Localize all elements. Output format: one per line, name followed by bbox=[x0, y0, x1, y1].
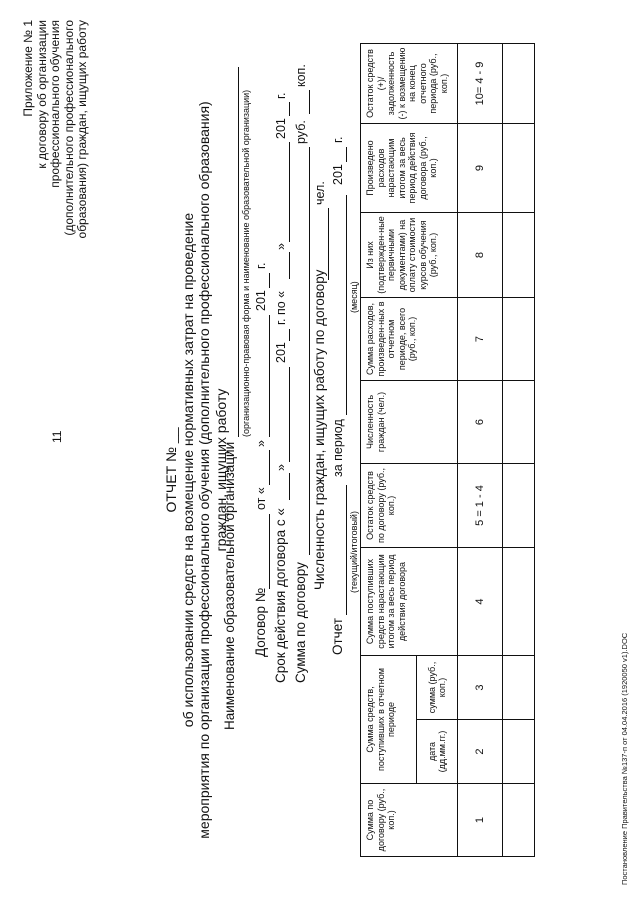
header-confirmed: Из них (подтвержден-ные первичными документами) на оплату стоимости курсов обучения (руб., коп.) bbox=[361, 213, 458, 298]
sum-kop: коп. bbox=[294, 64, 308, 87]
table-cell bbox=[503, 548, 535, 656]
count-unit: чел. bbox=[313, 181, 327, 205]
term-day2-line bbox=[289, 252, 290, 279]
report-period: за период bbox=[331, 419, 345, 477]
table-cell bbox=[503, 784, 535, 857]
appendix-block bbox=[22, 20, 90, 350]
col-number: 6 bbox=[458, 381, 503, 464]
appendix-line: (дополнительного профессионального bbox=[61, 20, 76, 236]
contract-year-line bbox=[269, 273, 270, 288]
sum-rub-line bbox=[309, 147, 310, 555]
table-row bbox=[503, 44, 535, 857]
col-number: 10= 4 - 9 bbox=[458, 44, 503, 124]
number-row bbox=[458, 44, 503, 857]
appendix-line: профессионального обучения bbox=[48, 20, 62, 188]
term-to: г. по « bbox=[274, 290, 288, 325]
title-line: ОТЧЕТ № __ bbox=[163, 427, 179, 513]
term-year-line bbox=[289, 329, 290, 341]
count-line bbox=[328, 208, 329, 280]
table-cell bbox=[503, 213, 535, 298]
contract-quote: » bbox=[254, 440, 268, 447]
term-year: 201 bbox=[274, 342, 288, 363]
col-number: 2 bbox=[458, 720, 503, 784]
term-label: Срок действия договора с « bbox=[273, 508, 288, 683]
count-label: Численность граждан, ищущих работу по договору bbox=[312, 269, 327, 590]
col-number: 5 = 1 - 4 bbox=[458, 464, 503, 548]
col-number: 7 bbox=[458, 298, 503, 381]
sum-kop-line bbox=[309, 90, 310, 114]
contract-number-line bbox=[269, 514, 270, 589]
table-cell bbox=[503, 656, 535, 720]
header-received-group: Сумма средств, поступивших в отчетном периоде bbox=[361, 656, 417, 784]
header-date: дата (дд.мм.гг.) bbox=[417, 720, 458, 784]
table-cell bbox=[503, 381, 535, 464]
contract-from: от « bbox=[254, 487, 268, 510]
report-period-line bbox=[346, 195, 347, 415]
term-year2: 201 bbox=[274, 118, 288, 139]
title-line: об использовании средств на возмещение нормативных затрат на проведение bbox=[179, 212, 196, 728]
header-amount: сумма (руб., коп.) bbox=[417, 656, 458, 720]
table-cell bbox=[503, 124, 535, 213]
report-type-line bbox=[346, 485, 347, 615]
sum-rub: руб. bbox=[294, 120, 308, 144]
contract-label: Договор № bbox=[253, 587, 268, 657]
org-hint: (организационно-правовая форма и наименование образовательной организации) bbox=[241, 89, 251, 437]
contract-month-line bbox=[269, 315, 270, 437]
col-number: 9 bbox=[458, 124, 503, 213]
term-quote: » bbox=[274, 464, 288, 471]
col-number: 4 bbox=[458, 548, 503, 656]
table-cell bbox=[503, 298, 535, 381]
report-period-hint: (месяц) bbox=[349, 281, 359, 313]
title-line: граждан, ищущих работу bbox=[212, 388, 229, 552]
footer-doc-id: Постановление Правительства №137-п от 04.04.2016 (1920050 v1).DOC bbox=[620, 632, 629, 885]
term-suffix: г. bbox=[274, 92, 288, 99]
report-suffix: г. bbox=[331, 136, 345, 143]
report-label: Отчет bbox=[330, 618, 345, 655]
term-quote2: » bbox=[274, 243, 288, 250]
report-title bbox=[163, 75, 229, 865]
org-label: Наименование образовательной организации bbox=[222, 441, 237, 730]
header-remainder: Остаток средств (+)/задолженность (-) к возмещению на конец отчетного периода (руб., коп.) bbox=[361, 44, 458, 124]
title-line: мероприятия по организации профессионального обучения (дополнительного профессионального образования) bbox=[196, 101, 212, 839]
header-expenses: Сумма расходов, произведен-ных в отчетном периоде, всего (руб., коп.) bbox=[361, 298, 458, 381]
term-month-line bbox=[289, 367, 290, 462]
table-cell bbox=[503, 44, 535, 124]
contract-year-suffix: г. bbox=[254, 262, 268, 269]
header-count: Численность граждан (чел.) bbox=[361, 381, 458, 464]
table-cell bbox=[503, 720, 535, 784]
report-type-hint: (текущий/итоговый) bbox=[349, 511, 359, 593]
term-day-line bbox=[289, 473, 290, 500]
col-number: 8 bbox=[458, 213, 503, 298]
page-number: 11 bbox=[50, 430, 64, 443]
header-spent: Произведено расходов нарастающим итогом за весь период действия договора (руб., коп.) bbox=[361, 124, 458, 213]
header-balance: Остаток средств по договору (руб., коп.) bbox=[361, 464, 458, 548]
term-year2-line bbox=[289, 102, 290, 116]
term-month2-line bbox=[289, 142, 290, 242]
report-year-line bbox=[346, 147, 347, 162]
header-cumulative: Сумма поступивших средств нарастающим итогом за весь период действия договора bbox=[361, 548, 458, 656]
col-number: 3 bbox=[458, 656, 503, 720]
table-cell bbox=[503, 464, 535, 548]
col-number: 1 bbox=[458, 784, 503, 857]
appendix-line: образования) граждан, ищущих работу bbox=[75, 20, 89, 239]
sum-label: Сумма по договору bbox=[293, 562, 308, 683]
contract-year: 201 bbox=[254, 290, 268, 311]
report-table bbox=[360, 43, 535, 857]
appendix-line: к договору об организации bbox=[34, 20, 49, 169]
contract-day-line bbox=[269, 450, 270, 485]
report-year: 201 bbox=[331, 164, 345, 185]
appendix-line: Приложение № 1 bbox=[21, 20, 35, 117]
header-contract-sum: Сумма по договору (руб., коп.) bbox=[361, 784, 458, 857]
org-line bbox=[238, 67, 239, 437]
